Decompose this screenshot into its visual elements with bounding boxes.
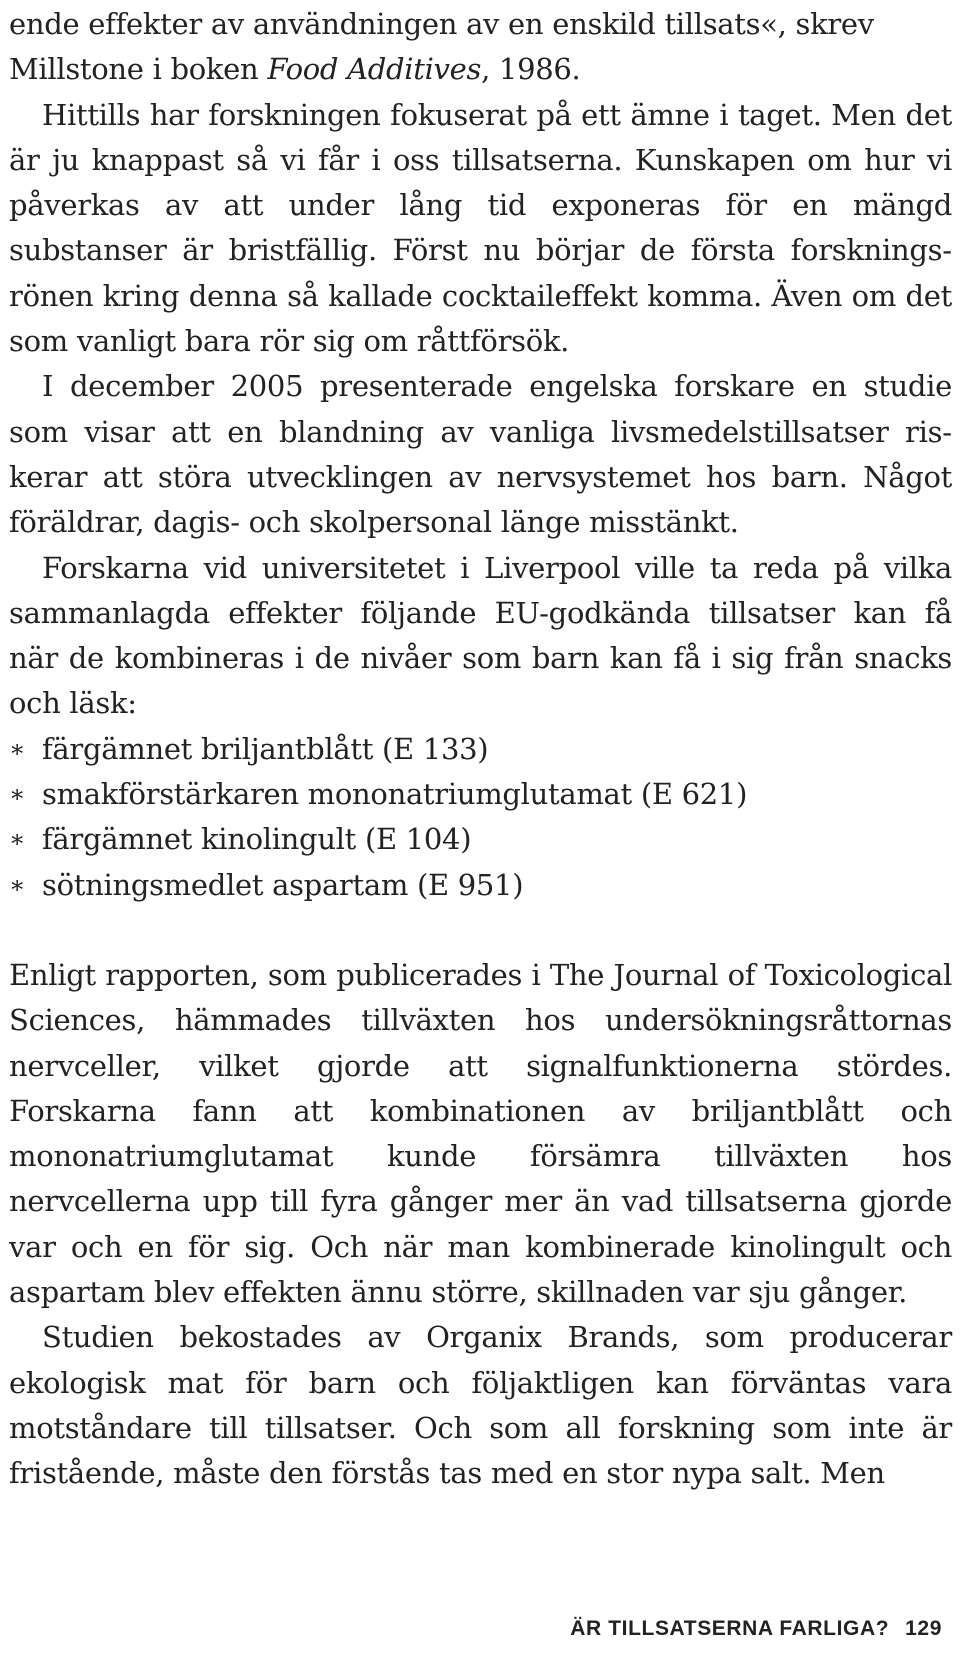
list-item-text: färgämnet briljantblått (E 133) [42,731,489,766]
section-spacer [9,908,952,953]
list-item [9,817,952,862]
list-item [9,772,952,817]
page-number: 129 [905,1617,942,1640]
asterisk-bullet-icon: ∗ [9,825,26,854]
running-head: ÄR TILLSATSERNA FARLIGA? [570,1617,890,1640]
quote-line-1: ende effekter av användningen av en enskild tillsats«, skrev [9,7,874,41]
book-title: Food Additives [267,52,482,87]
quote-line-2-pre: Millstone i boken [9,52,268,87]
asterisk-bullet-icon: ∗ [9,870,26,899]
list-item [9,863,952,908]
list-item-text: sötningsmedlet aspartam (E 951) [42,867,524,902]
list-item [9,727,952,772]
paragraph-quote-ending [9,2,952,93]
paragraph-journal-report: Enligt rapporten, som publicerades i The Journal of Toxicological Sciences, hämmades tillväxten hos undersökningsråttornas nervceller, vilket gjorde att signalfunktionerna stördes. Forskarna fann att kombinationen av briljantblått och mononatriumglutamat kunde försämra tillväxten hos nervcellerna upp till fyra gånger mer än vad tillsatserna gjorde var och en för sig. Och när man kombinerade kinolingult och aspartam blev effekten ännu större, skillnaden var sju gånger. [9,957,952,1310]
list-item-text: smakförstärkaren mononatriumglutamat (E 621) [42,777,748,812]
asterisk-bullet-icon: ∗ [9,734,26,763]
asterisk-bullet-icon: ∗ [9,780,26,809]
body-text [9,2,952,1497]
paragraph-december-study: I december 2005 presenterade engelska forskare en studie som visar att en blandning av vanliga livsmedelstillsatser riskerar att störa utvecklingen av nervsystemet hos barn. Något föräldrar, dagis- och skolpersonal länge misstänkt. [9,369,952,540]
paragraph-liverpool: Forskarna vid universitetet i Liverpool ville ta reda på vilka sammanlagda effekter följande EU-godkända tillsatser kan få när de kombineras i de nivåer som barn kan få i sig från snacks och läsk: [9,550,952,721]
paragraph-funding: Studien bekostades av Organix Brands, som producerar ekologisk mat för barn och följaktligen kan förväntas vara motståndare till tillsatser. Och som all forskning som inte är fristående, måste den förstås tas med en stor nypa salt. Men [9,1320,952,1491]
page-footer [0,1617,942,1641]
additive-list [9,727,952,908]
paragraph-research-focus: Hittills har forskningen fokuserat på ett ämne i taget. Men det är ju knappast så vi får i oss tillsatserna. Kunskapen om hur vi påverkas av att under lång tid exponeras för en mängd substanser är bristfällig. Först nu börjar de första forskningsrönen kring denna så kallade cocktaileffekt komma. Även om det som vanligt bara rör sig om råttförsök. [9,97,952,359]
quote-line-2-post: , 1986. [481,52,581,87]
list-item-text: färgämnet kinolingult (E 104) [42,822,472,857]
